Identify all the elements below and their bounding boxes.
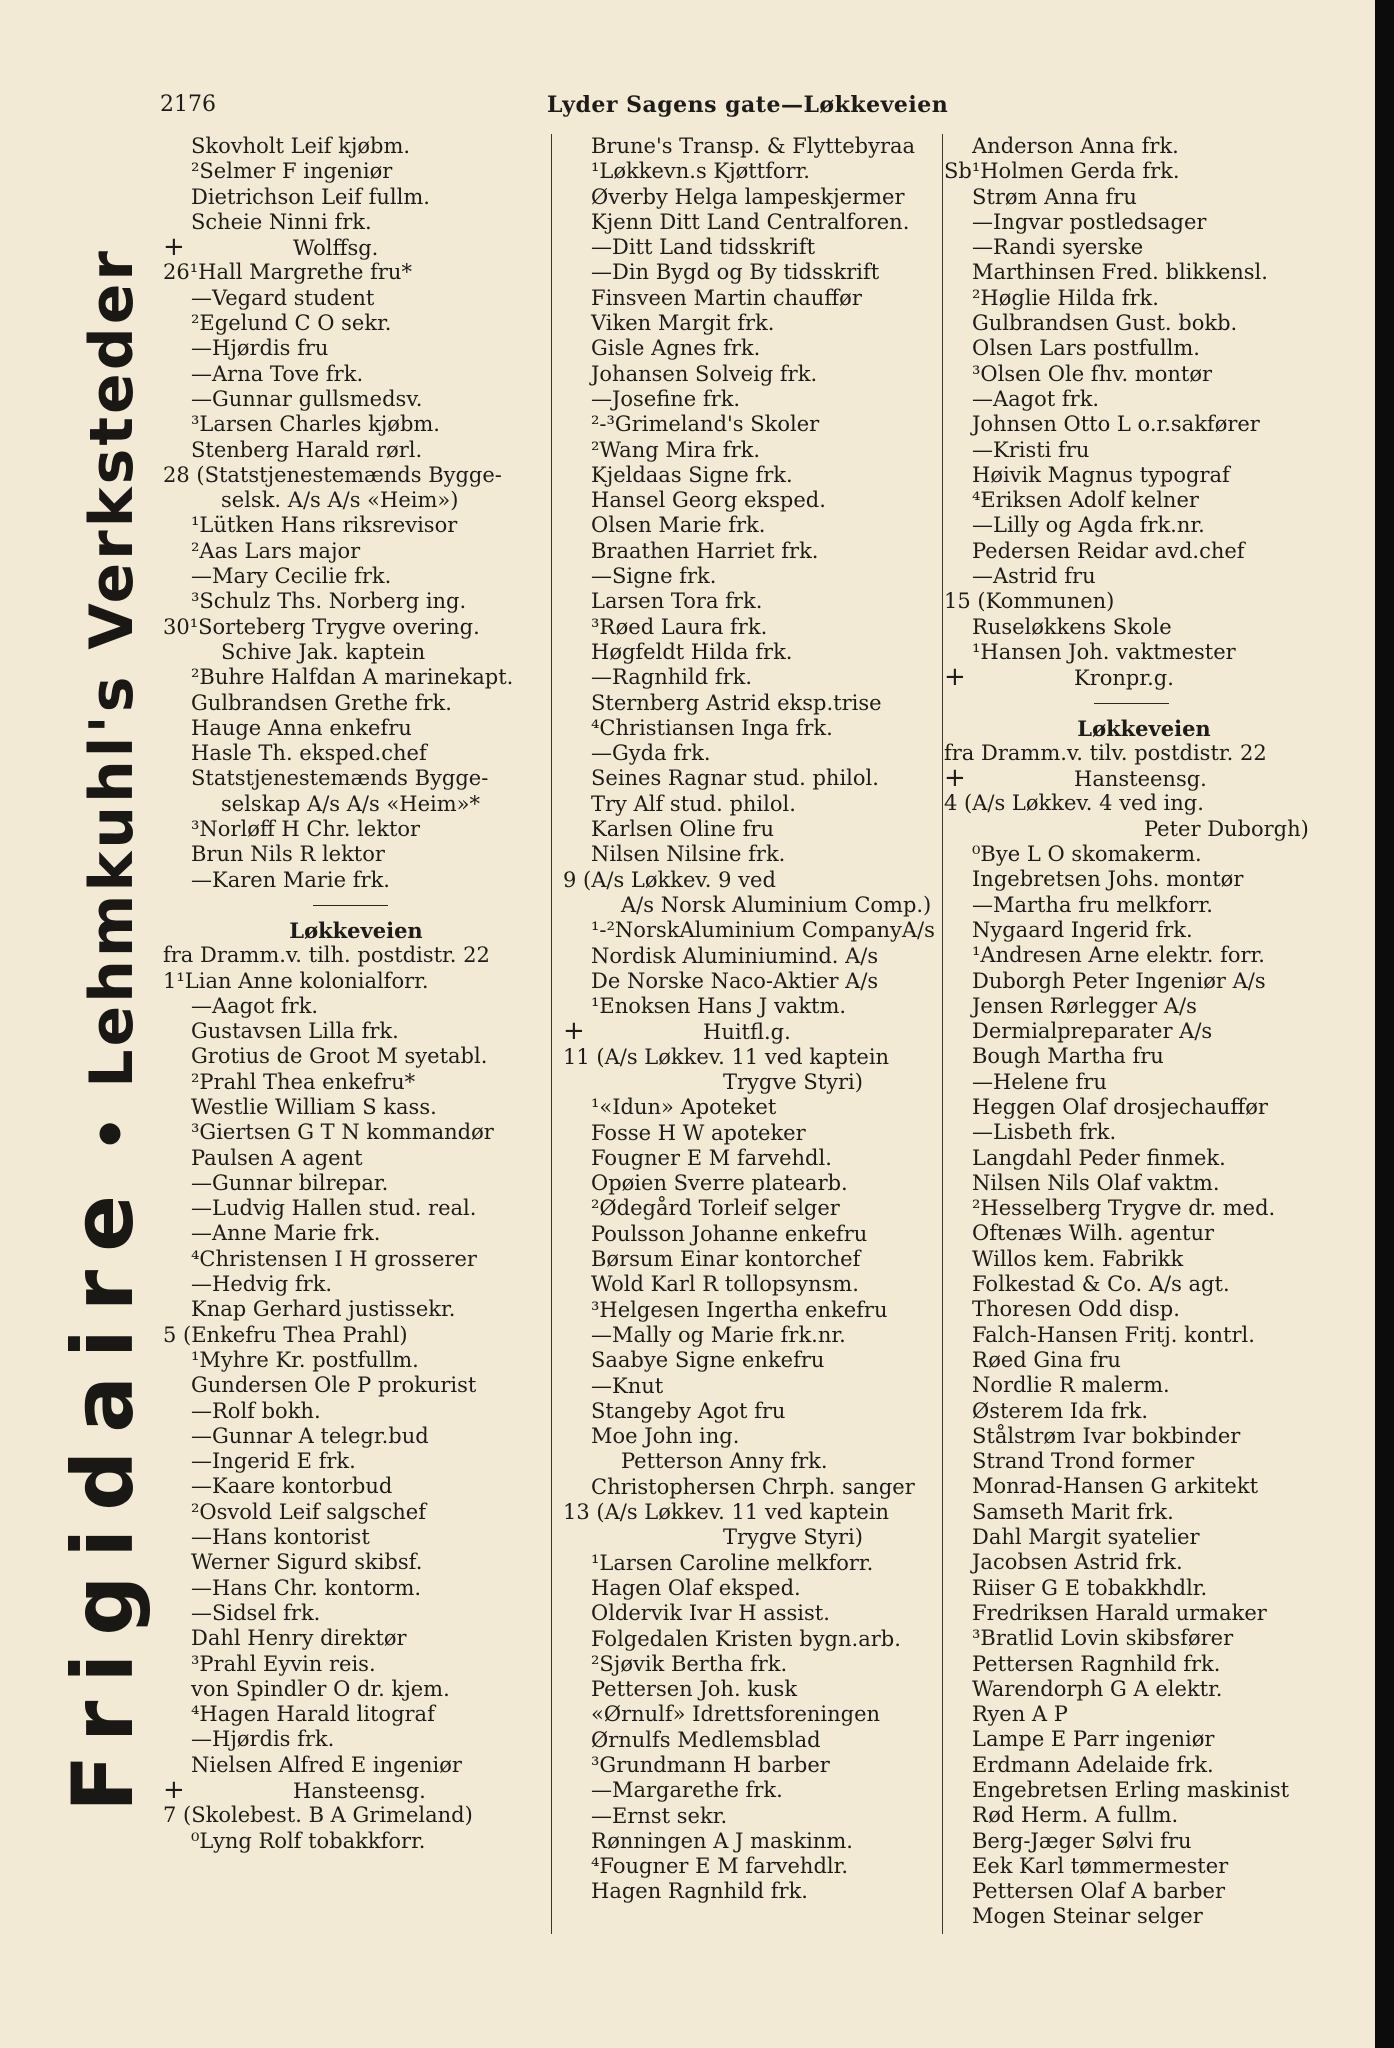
resident-entry: —Martha fru melkforr. bbox=[972, 892, 1213, 917]
resident-entry: Gisle Agnes frk. bbox=[591, 336, 761, 361]
resident-entry: Ruseløkkens Skole bbox=[972, 614, 1172, 639]
column-3 bbox=[944, 134, 1344, 1930]
resident-entry: —Josefine frk. bbox=[591, 386, 741, 411]
resident-entry: —Karen Marie frk. bbox=[191, 867, 390, 892]
cross-street-name: Kronpr.g. bbox=[1074, 666, 1174, 691]
resident-entry: —Anne Marie frk. bbox=[191, 1221, 381, 1246]
resident-entry: —Arna Tove frk. bbox=[191, 361, 364, 386]
house-number-entry: 26¹Hall Margrethe fru* bbox=[163, 260, 412, 285]
resident-entry: Monrad-Hansen G arkitekt bbox=[972, 1474, 1259, 1499]
resident-entry: Dahl Margit syatelier bbox=[972, 1525, 1200, 1550]
resident-entry: —Rolf bokh. bbox=[191, 1398, 321, 1423]
cross-street bbox=[944, 766, 1344, 791]
resident-entry: —Lilly og Agda frk.nr. bbox=[972, 513, 1205, 538]
resident-entry: ¹Hansen Joh. vaktmester bbox=[972, 639, 1236, 664]
resident-entry: ³Grundmann H barber bbox=[591, 1753, 830, 1777]
resident-entry: Langdahl Peder finmek. bbox=[972, 1145, 1226, 1170]
resident-entry: Gulbrandsen Grethe frk. bbox=[191, 690, 452, 715]
resident-entry: ²Ødegård Torleif selger bbox=[591, 1196, 840, 1221]
resident-entry: Dahl Henry direktør bbox=[191, 1626, 407, 1651]
resident-entry: selsk. A/s A/s «Heim») bbox=[221, 488, 459, 513]
resident-entry: Schive Jak. kaptein bbox=[221, 639, 426, 664]
resident-entry: Dermialpreparater A/s bbox=[972, 1019, 1213, 1044]
resident-entry: ⁰Bye L O skomakerm. bbox=[972, 842, 1202, 867]
column-2 bbox=[563, 134, 943, 1905]
street-heading: Løkkeveien bbox=[1077, 715, 1211, 741]
resident-entry: ²Sjøvik Bertha frk. bbox=[591, 1651, 788, 1676]
resident-entry: ⁴Fougner E M farvehdlr. bbox=[591, 1854, 849, 1879]
resident-entry: ²Osvold Leif salgschef bbox=[191, 1499, 427, 1524]
cross-street-icon: + bbox=[163, 1778, 185, 1804]
resident-entry: —Aagot frk. bbox=[972, 386, 1100, 411]
resident-entry: Johnsen Otto L o.r.sakfører bbox=[972, 412, 1260, 437]
resident-entry: Wold Karl R tollopsynsm. bbox=[591, 1272, 859, 1297]
resident-entry: ⁰Lyng Rolf tobakkforr. bbox=[191, 1828, 426, 1853]
resident-entry: Folkestad & Co. A/s agt. bbox=[972, 1272, 1230, 1297]
cross-street-icon: + bbox=[563, 1019, 585, 1045]
resident-entry: Strand Trond former bbox=[972, 1449, 1195, 1474]
sidebar-brand-rest: • Lehmkuhl's Verksteder bbox=[77, 248, 148, 1177]
resident-entry: Ryen A P bbox=[972, 1702, 1068, 1727]
resident-entry: Nilsen Nilsine frk. bbox=[591, 842, 786, 867]
resident-entry: ¹-²NorskAluminium CompanyA/s bbox=[591, 918, 935, 943]
resident-entry: Oftenæs Wilh. agentur bbox=[972, 1221, 1215, 1246]
resident-entry: «Ørnulf» Idrettsforeningen bbox=[591, 1702, 881, 1727]
resident-entry: Sb¹Holmen Gerda frk. bbox=[944, 159, 1180, 184]
resident-entry: ³Olsen Ole fhv. montør bbox=[972, 361, 1213, 386]
resident-entry: Rønningen A J maskinm. bbox=[591, 1828, 853, 1853]
resident-entry: ²Egelund C O sekr. bbox=[191, 311, 392, 336]
resident-entry: —Lisbeth frk. bbox=[972, 1120, 1117, 1145]
resident-entry: ³Prahl Eyvin reis. bbox=[191, 1651, 376, 1676]
resident-entry: Dietrichson Leif fullm. bbox=[191, 184, 430, 209]
resident-entry: ⁴Eriksen Adolf kelner bbox=[972, 488, 1199, 513]
resident-entry: Sternberg Astrid eksp.trise bbox=[591, 690, 882, 715]
resident-entry: Jacobsen Astrid frk. bbox=[972, 1550, 1183, 1575]
house-number-entry: 1¹Lian Anne kolonialforr. bbox=[163, 968, 429, 993]
resident-entry: —Gyda frk. bbox=[591, 741, 711, 766]
resident-entry: Engebretsen Erling maskinist bbox=[972, 1778, 1290, 1802]
house-number-entry: 11 (A/s Løkkev. 11 ved kaptein bbox=[563, 1044, 890, 1069]
resident-entry: ¹Lütken Hans riksrevisor bbox=[191, 513, 458, 538]
resident-entry: Fougner E M farvehdl. bbox=[591, 1145, 832, 1170]
resident-entry: ³Helgesen Ingertha enkefru bbox=[591, 1297, 888, 1322]
resident-entry: Nilsen Nils Olaf vaktm. bbox=[972, 1170, 1220, 1195]
resident-entry: —Hans kontorist bbox=[191, 1525, 370, 1550]
cross-street bbox=[944, 665, 1344, 690]
resident-entry: Gustavsen Lilla frk. bbox=[191, 1019, 399, 1044]
resident-entry: Duborgh Peter Ingeniør A/s bbox=[972, 968, 1266, 993]
resident-entry: Røed Gina fru bbox=[972, 1347, 1121, 1372]
resident-entry: Falch-Hansen Fritj. kontrl. bbox=[972, 1322, 1255, 1347]
resident-entry: ¹Andresen Arne elektr. forr. bbox=[972, 943, 1265, 968]
cross-street-icon: + bbox=[944, 665, 966, 691]
resident-entry: —Ernst sekr. bbox=[591, 1803, 728, 1828]
street-heading: Løkkeveien bbox=[289, 917, 423, 943]
resident-entry: Lampe E Parr ingeniør bbox=[972, 1727, 1215, 1752]
resident-entry: Peter Duborgh) bbox=[1144, 816, 1309, 841]
cross-street-icon: + bbox=[163, 235, 185, 261]
resident-entry: Heggen Olaf drosjechauffør bbox=[972, 1094, 1268, 1119]
resident-entry: von Spindler O dr. kjem. bbox=[191, 1676, 450, 1701]
resident-entry: ³Røed Laura frk. bbox=[591, 614, 768, 639]
resident-entry: Viken Margit frk. bbox=[591, 311, 775, 336]
resident-entry: Erdmann Adelaide frk. bbox=[972, 1752, 1214, 1777]
running-head: Lyder Sagens gate—Løkkeveien bbox=[547, 92, 949, 118]
resident-entry: —Ludvig Hallen stud. real. bbox=[191, 1196, 477, 1221]
resident-entry: Pettersen Joh. kusk bbox=[591, 1677, 798, 1702]
resident-entry: Gundersen Ole P prokurist bbox=[191, 1373, 477, 1398]
resident-entry: Børsum Einar kontorchef bbox=[591, 1247, 861, 1272]
resident-entry: Ingebretsen Johs. montør bbox=[972, 867, 1244, 892]
resident-entry: —Signe frk. bbox=[591, 564, 717, 589]
resident-entry: Scheie Ninni frk. bbox=[191, 209, 372, 234]
resident-entry: —Mally og Marie frk.nr. bbox=[591, 1322, 846, 1347]
resident-entry: Westlie William S kass. bbox=[191, 1094, 437, 1119]
resident-entry: Olsen Lars postfullm. bbox=[972, 336, 1200, 361]
resident-entry: —Din Bygd og By tidsskrift bbox=[591, 260, 880, 285]
resident-entry: Hauge Anna enkefru bbox=[191, 715, 412, 740]
resident-entry: De Norske Naco-Aktier A/s bbox=[591, 968, 879, 993]
resident-entry: —Knut bbox=[591, 1373, 664, 1398]
resident-entry: —Hans Chr. kontorm. bbox=[191, 1575, 422, 1600]
resident-entry: Grotius de Groot M syetabl. bbox=[191, 1044, 488, 1069]
resident-entry: ²-³Grimeland's Skoler bbox=[591, 412, 820, 437]
resident-entry: —Vegard student bbox=[191, 285, 375, 310]
resident-entry: Gulbrandsen Gust. bokb. bbox=[972, 311, 1238, 336]
resident-entry: Petterson Anny frk. bbox=[621, 1449, 828, 1474]
column-divider bbox=[551, 134, 552, 1934]
resident-entry: Werner Sigurd skibsf. bbox=[191, 1550, 423, 1575]
resident-entry: Karlsen Oline fru bbox=[591, 817, 774, 842]
cross-street bbox=[163, 1778, 549, 1803]
resident-entry: ¹Larsen Caroline melkforr. bbox=[591, 1550, 874, 1575]
resident-entry: A/s Norsk Aluminium Comp.) bbox=[621, 892, 932, 917]
resident-entry: Eek Karl tømmermester bbox=[972, 1853, 1229, 1878]
resident-entry: —Ingvar postledsager bbox=[972, 209, 1207, 234]
house-number-entry: 4 (A/s Løkkev. 4 ved ing. bbox=[944, 791, 1204, 816]
resident-entry: Try Alf stud. philol. bbox=[591, 791, 796, 816]
resident-entry: Skovholt Leif kjøbm. bbox=[191, 134, 411, 158]
resident-entry: Brune's Transp. & Flyttebyraa bbox=[591, 134, 916, 158]
resident-entry: —Hjørdis frk. bbox=[191, 1727, 335, 1752]
resident-entry: Nygaard Ingerid frk. bbox=[972, 917, 1193, 942]
house-number-entry: 28 (Statstjenestemænds Bygge- bbox=[163, 462, 502, 487]
resident-entry: Marthinsen Fred. blikkensl. bbox=[972, 260, 1268, 285]
resident-entry: —Mary Cecilie frk. bbox=[191, 564, 392, 589]
resident-entry: ³Schulz Ths. Norberg ing. bbox=[191, 589, 467, 614]
resident-entry: Hagen Olaf eksped. bbox=[591, 1575, 801, 1600]
resident-entry: Olsen Marie frk. bbox=[591, 513, 766, 538]
resident-entry: —Kristi fru bbox=[972, 437, 1090, 462]
resident-entry: ⁴Christiansen Inga frk. bbox=[591, 715, 833, 740]
resident-entry: Kjenn Ditt Land Centralforen. bbox=[591, 209, 910, 234]
resident-entry: Willos kem. Fabrikk bbox=[972, 1246, 1184, 1271]
resident-entry: Poulsson Johanne enkefru bbox=[591, 1221, 868, 1246]
resident-entry: selskap A/s A/s «Heim»* bbox=[221, 791, 481, 816]
resident-entry: —Margarethe frk. bbox=[591, 1778, 783, 1803]
resident-entry: Paulsen A agent bbox=[191, 1145, 363, 1170]
resident-entry: Fosse H W apoteker bbox=[591, 1120, 806, 1145]
resident-entry: Strøm Anna fru bbox=[972, 184, 1137, 209]
resident-entry: Pettersen Ragnhild frk. bbox=[972, 1651, 1221, 1676]
house-number-entry: 30¹Sorteberg Trygve overing. bbox=[163, 614, 480, 639]
resident-entry: ²Hesselberg Trygve dr. med. bbox=[972, 1196, 1276, 1221]
resident-entry: Trygve Styri) bbox=[723, 1069, 863, 1094]
resident-entry: Hansel Georg eksped. bbox=[591, 488, 826, 513]
resident-entry: Jensen Rørlegger A/s bbox=[972, 993, 1197, 1018]
resident-entry: ³Larsen Charles kjøbm. bbox=[191, 412, 440, 437]
house-number-entry: 9 (A/s Løkkev. 9 ved bbox=[563, 867, 776, 892]
resident-entry: Moe John ing. bbox=[591, 1424, 740, 1449]
resident-entry: Hasle Th. eksped.chef bbox=[191, 741, 427, 766]
resident-entry: Johansen Solveig frk. bbox=[591, 361, 818, 386]
resident-entry: Finsveen Martin chauffør bbox=[591, 285, 862, 310]
resident-entry: ²Wang Mira frk. bbox=[591, 437, 761, 462]
resident-entry: Trygve Styri) bbox=[723, 1525, 863, 1550]
resident-entry: —Sidsel frk. bbox=[191, 1600, 321, 1625]
resident-entry: Braathen Harriet frk. bbox=[591, 538, 819, 563]
resident-entry: ²Prahl Thea enkefru* bbox=[191, 1069, 416, 1094]
house-number-entry: 13 (A/s Løkkev. 11 ved kaptein bbox=[563, 1500, 890, 1525]
resident-entry: Knap Gerhard justissekr. bbox=[191, 1297, 456, 1322]
resident-entry: Riiser G E tobakkhdlr. bbox=[972, 1575, 1208, 1600]
sidebar-brand-word: Frigidaire bbox=[54, 1176, 153, 1812]
page-number: 2176 bbox=[160, 92, 216, 117]
resident-entry: Berg-Jæger Sølvi fru bbox=[972, 1828, 1192, 1853]
resident-entry: fra Dramm.v. tilh. postdistr. 22 bbox=[163, 943, 490, 968]
resident-entry: —Astrid fru bbox=[972, 564, 1096, 589]
column-1 bbox=[163, 134, 549, 1854]
resident-entry: Christophersen Chrph. sanger bbox=[591, 1474, 915, 1499]
resident-entry: ³Norløff H Chr. lektor bbox=[191, 817, 421, 842]
house-number-entry: 5 (Enkefru Thea Prahl) bbox=[163, 1322, 408, 1347]
resident-entry: Oldervik Ivar H assist. bbox=[591, 1601, 830, 1626]
resident-entry: Rød Herm. A fullm. bbox=[972, 1803, 1179, 1828]
resident-entry: Seines Ragnar stud. philol. bbox=[591, 766, 879, 791]
resident-entry: Hagen Ragnhild frk. bbox=[591, 1879, 808, 1904]
resident-entry: Folgedalen Kristen bygn.arb. bbox=[591, 1626, 901, 1651]
resident-entry: Thoresen Odd disp. bbox=[972, 1297, 1180, 1322]
resident-entry: —Kaare kontorbud bbox=[191, 1474, 393, 1499]
resident-entry: ¹Løkkevn.s Kjøttforr. bbox=[591, 159, 810, 184]
resident-entry: —Gunnar bilrepar. bbox=[191, 1170, 389, 1195]
resident-entry: —Ingerid E frk. bbox=[191, 1449, 356, 1474]
resident-entry: Østerem Ida frk. bbox=[972, 1398, 1149, 1423]
section-rule bbox=[163, 893, 549, 918]
resident-entry: Opøien Sverre platearb. bbox=[591, 1171, 848, 1196]
resident-entry: Larsen Tora frk. bbox=[591, 589, 763, 614]
resident-entry: ¹«Idun» Apoteket bbox=[591, 1095, 777, 1120]
resident-entry: Høivik Magnus typograf bbox=[972, 462, 1230, 487]
house-number-entry: 15 (Kommunen) bbox=[944, 589, 1115, 614]
resident-entry: Brun Nils R lektor bbox=[191, 842, 385, 867]
resident-entry: Høgfeldt Hilda frk. bbox=[591, 639, 793, 664]
resident-entry: Stenberg Harald rørl. bbox=[191, 437, 423, 462]
cross-street-name: Hansteensg. bbox=[293, 1779, 426, 1803]
sidebar-advertisement bbox=[48, 248, 158, 1812]
cross-street-icon: + bbox=[944, 766, 966, 792]
resident-entry: Pettersen Olaf A barber bbox=[972, 1879, 1226, 1904]
resident-entry: Pedersen Reidar avd.chef bbox=[972, 538, 1245, 563]
resident-entry: —Helene fru bbox=[972, 1069, 1107, 1094]
resident-entry: —Ditt Land tidsskrift bbox=[591, 235, 816, 260]
resident-entry: ²Aas Lars major bbox=[191, 538, 361, 563]
resident-entry: Nordlie R malerm. bbox=[972, 1373, 1170, 1398]
cross-street-name: Huitfl.g. bbox=[703, 1020, 791, 1045]
sidebar-ad-text bbox=[54, 248, 152, 1812]
resident-entry: Nielsen Alfred E ingeniør bbox=[191, 1752, 462, 1777]
resident-entry: —Gunnar gullsmedsv. bbox=[191, 386, 423, 411]
resident-entry: Bough Martha fru bbox=[972, 1044, 1164, 1069]
cross-street bbox=[563, 1019, 943, 1044]
resident-entry: Statstjenestemænds Bygge- bbox=[191, 766, 489, 791]
resident-entry: ³Giertsen G T N kommandør bbox=[191, 1120, 494, 1145]
resident-entry: —Gunnar A telegr.bud bbox=[191, 1423, 429, 1448]
resident-entry: fra Dramm.v. tilv. postdistr. 22 bbox=[944, 740, 1267, 765]
resident-entry: Ørnulfs Medlemsblad bbox=[591, 1727, 821, 1752]
resident-entry: ³Bratlid Lovin skibsfører bbox=[972, 1626, 1234, 1651]
resident-entry: ¹Myhre Kr. postfullm. bbox=[191, 1347, 419, 1372]
resident-entry: Warendorph G A elektr. bbox=[972, 1676, 1223, 1701]
resident-entry: —Aagot frk. bbox=[191, 993, 319, 1018]
resident-entry: Saabye Signe enkefru bbox=[591, 1348, 825, 1373]
resident-entry: Nordisk Aluminiumind. A/s bbox=[591, 943, 879, 968]
resident-entry: —Hedvig frk. bbox=[191, 1272, 333, 1297]
cross-street-name: Wolffsg. bbox=[293, 236, 379, 261]
resident-entry: Øverby Helga lampeskjermer bbox=[591, 184, 905, 209]
resident-entry: ⁴Christensen I H grosserer bbox=[191, 1246, 477, 1271]
resident-entry: —Hjørdis fru bbox=[191, 336, 329, 361]
resident-entry: Samseth Marit frk. bbox=[972, 1499, 1174, 1524]
section-rule bbox=[944, 691, 1344, 716]
resident-entry: Fredriksen Harald urmaker bbox=[972, 1600, 1267, 1625]
resident-entry: —Ragnhild frk. bbox=[591, 665, 753, 690]
resident-entry: Stålstrøm Ivar bokbinder bbox=[972, 1423, 1241, 1448]
resident-entry: ²Buhre Halfdan A marinekapt. bbox=[191, 665, 514, 690]
resident-entry: ¹Enoksen Hans J vaktm. bbox=[591, 994, 847, 1019]
resident-entry: ²Høglie Hilda frk. bbox=[972, 285, 1159, 310]
resident-entry: Kjeldaas Signe frk. bbox=[591, 462, 793, 487]
resident-entry: Stangeby Agot fru bbox=[591, 1398, 786, 1423]
resident-entry: —Randi syerske bbox=[972, 235, 1144, 260]
resident-entry: Anderson Anna frk. bbox=[972, 134, 1179, 158]
house-number-entry: 7 (Skolebest. B A Grimeland) bbox=[163, 1803, 473, 1828]
resident-entry: ²Selmer F ingeniør bbox=[191, 159, 393, 184]
resident-entry: Mogen Steinar selger bbox=[972, 1904, 1203, 1929]
cross-street bbox=[163, 235, 549, 260]
cross-street-name: Hansteensg. bbox=[1074, 767, 1207, 792]
resident-entry: ⁴Hagen Harald litograf bbox=[191, 1702, 435, 1727]
